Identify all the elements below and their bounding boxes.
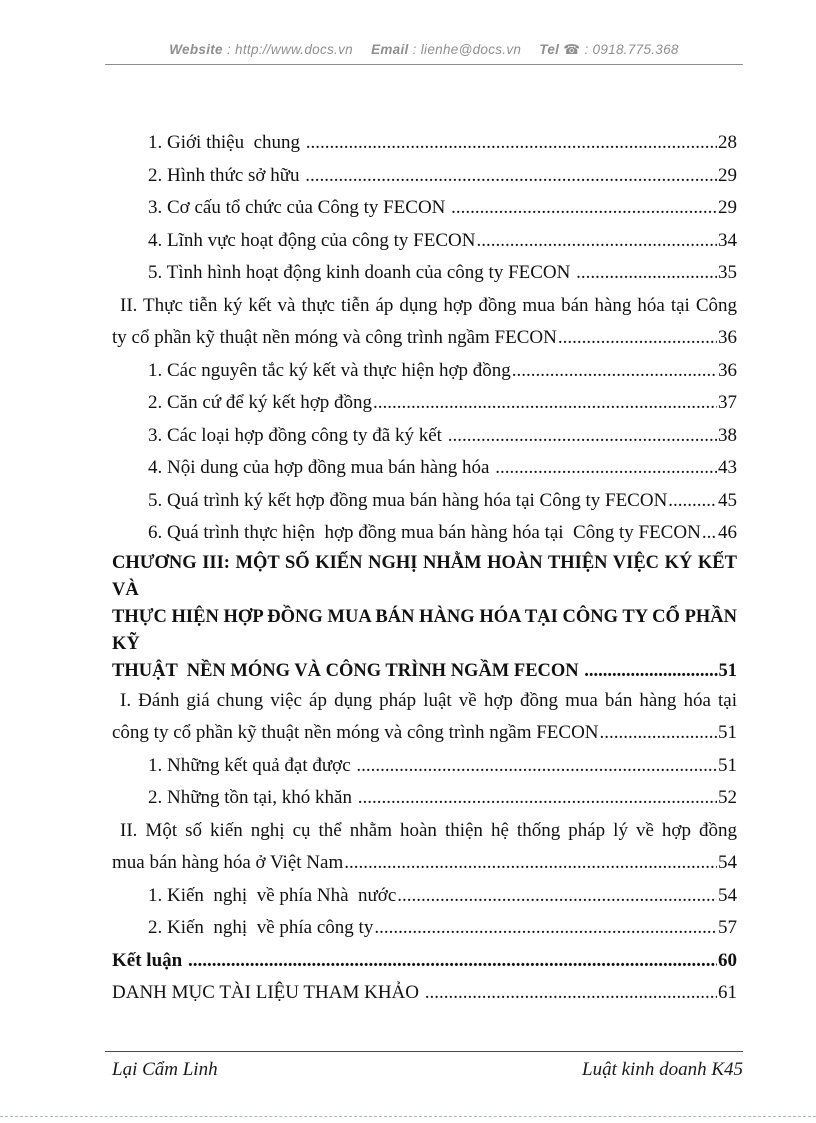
toc-entry-text: 3. Cơ cấu tổ chức của Công ty FECON	[148, 197, 451, 218]
toc-line	[112, 912, 737, 945]
page-number: 51	[718, 722, 737, 743]
toc-entry	[112, 945, 737, 978]
toc-entry-text: 2. Hình thức sở hữu	[148, 164, 305, 186]
toc-line	[112, 387, 737, 420]
header-tel	[539, 42, 678, 57]
page-number: 36	[718, 359, 737, 381]
website-label: Website	[169, 42, 223, 57]
toc-entry-text: 2. Căn cứ để ký kết hợp đồng	[148, 392, 373, 413]
toc-entry	[112, 815, 737, 880]
dot-leader	[397, 880, 717, 913]
toc-line	[112, 160, 737, 193]
toc-line	[112, 127, 737, 160]
toc-entry-text: 4. Nội dung của hợp đồng mua bán hàng hóa	[148, 457, 495, 478]
page-number: 51	[718, 754, 737, 776]
page-number: 37	[718, 392, 737, 413]
page-number: 29	[718, 164, 737, 186]
dot-leader	[668, 485, 717, 518]
website-value: : http://www.docs.vn	[226, 42, 353, 57]
page-number: 54	[718, 852, 737, 873]
toc-entry	[112, 192, 737, 225]
toc-entry	[112, 977, 737, 1010]
toc-entry-text: 1. Những kết quả đạt được	[148, 754, 356, 776]
page-footer	[105, 1051, 743, 1081]
tel-label: Tel	[539, 42, 560, 57]
page-number: 61	[718, 982, 737, 1003]
toc-entry-text: 3. Các loại hợp đồng công ty đã ký kết	[148, 424, 447, 446]
dot-leader	[358, 782, 717, 815]
toc-entry	[112, 452, 737, 485]
dot-leader	[356, 750, 717, 783]
toc-entry	[112, 782, 737, 815]
toc-entry	[112, 355, 737, 388]
footer-class: Luật kinh doanh K45	[582, 1059, 743, 1080]
dot-leader	[512, 355, 717, 388]
dot-leader	[374, 912, 717, 945]
page-number: 38	[718, 424, 737, 446]
toc-entry	[112, 880, 737, 913]
toc-entry-text: 6. Quá trình thực hiện hợp đồng mua bán hàng hóa tại Công ty FECON	[148, 522, 701, 543]
toc-entry-text: ty cổ phần kỹ thuật nền móng và công trình ngầm FECON	[112, 327, 557, 348]
page-number: 52	[718, 787, 737, 808]
toc-entry-text: 1. Kiến nghị về phía Nhà nước	[148, 884, 397, 906]
toc-entry-text: 5. Tình hình hoạt động kinh doanh của công ty FECON	[148, 262, 576, 283]
toc-entry-text: 2. Những tồn tại, khó khăn	[148, 787, 357, 808]
toc-line: THỰC HIỆN HỢP ĐỒNG MUA BÁN HÀNG HÓA TẠI CÔNG TY CỔ PHẦN KỸ	[112, 606, 737, 654]
toc-line	[112, 485, 737, 518]
toc-line	[112, 658, 737, 685]
page-number: 43	[718, 457, 737, 478]
toc-entry-text: THUẬT NỀN MÓNG VÀ CÔNG TRÌNH NGẦM FECON	[112, 660, 584, 681]
toc-entry	[112, 257, 737, 290]
page-number: 35	[718, 262, 737, 283]
toc-line	[112, 750, 737, 783]
email-label: Email	[371, 42, 409, 57]
dot-leader	[476, 225, 717, 258]
toc-line	[112, 225, 737, 258]
tel-value: : 0918.775.368	[584, 42, 679, 57]
toc-line	[112, 945, 737, 978]
toc-entry	[112, 420, 737, 453]
page-number: 51	[718, 660, 737, 681]
page-number: 28	[718, 132, 737, 153]
dot-leader	[306, 127, 717, 160]
toc-line	[112, 517, 737, 550]
toc-entry-text: 4. Lĩnh vực hoạt động của công ty FECON	[148, 229, 476, 251]
toc-line	[112, 847, 737, 880]
dot-leader	[425, 977, 717, 1010]
table-of-contents	[112, 127, 737, 1010]
page-number: 46	[718, 522, 737, 543]
page-number: 57	[718, 917, 737, 938]
dot-leader	[305, 160, 717, 193]
toc-entry-text: công ty cổ phần kỹ thuật nền móng và công trình ngầm FECON	[112, 722, 599, 743]
toc-entry	[112, 912, 737, 945]
phone-icon: ☎	[563, 42, 581, 57]
toc-line	[112, 977, 737, 1010]
dot-leader	[373, 387, 717, 420]
toc-line	[112, 257, 737, 290]
dot-leader	[344, 847, 717, 880]
dot-leader	[448, 420, 717, 453]
page-break-dotted-line	[0, 1116, 816, 1117]
page-number: 36	[718, 327, 737, 348]
header-email	[371, 42, 521, 57]
dot-leader	[702, 517, 717, 550]
toc-line	[112, 355, 737, 388]
toc-line	[112, 782, 737, 815]
toc-line: I. Đánh giá chung việc áp dụng pháp luật về hợp đồng mua bán hàng hóa tại	[120, 689, 737, 711]
page-number: 34	[718, 229, 737, 251]
page-number: 60	[718, 949, 737, 971]
page-number: 29	[718, 197, 737, 218]
dot-leader	[451, 192, 717, 225]
dot-leader	[495, 452, 717, 485]
toc-entry	[112, 387, 737, 420]
toc-entry	[112, 517, 737, 550]
toc-line	[112, 880, 737, 913]
toc-entry-text: Kết luận	[112, 949, 187, 971]
toc-line: CHƯƠNG III: MỘT SỐ KIẾN NGHỊ NHẰM HOÀN THIỆN VIỆC KÝ KẾT VÀ	[112, 552, 737, 600]
toc-entry	[112, 485, 737, 518]
toc-line: II. Một số kiến nghị cụ thể nhằm hoàn thiện hệ thống pháp lý về hợp đồng	[120, 819, 737, 841]
header-website	[169, 42, 353, 57]
email-value: : lienhe@docs.vn	[412, 42, 522, 57]
page-header	[105, 42, 743, 65]
footer-author: Lại Cẩm Linh	[112, 1059, 218, 1080]
dot-leader	[584, 658, 717, 685]
toc-entry-text: 2. Kiến nghị về phía công ty	[148, 917, 374, 938]
dot-leader	[576, 257, 717, 290]
toc-entry	[112, 127, 737, 160]
dot-leader	[188, 945, 717, 978]
toc-entry	[112, 685, 737, 750]
dot-leader	[558, 322, 717, 355]
toc-entry	[112, 550, 737, 685]
toc-entry-text: 1. Các nguyên tắc ký kết và thực hiện hợp đồng	[148, 359, 511, 381]
dot-leader	[600, 717, 717, 750]
toc-line: II. Thực tiễn ký kết và thực tiễn áp dụng hợp đồng mua bán hàng hóa tại Công	[120, 294, 737, 316]
toc-entry	[112, 225, 737, 258]
toc-entry-text: mua bán hàng hóa ở Việt Nam	[112, 852, 344, 873]
toc-line	[112, 420, 737, 453]
toc-entry	[112, 160, 737, 193]
toc-entry-text: DANH MỤC TÀI LIỆU THAM KHẢO	[112, 982, 424, 1003]
page-number: 45	[718, 489, 737, 511]
toc-entry	[112, 290, 737, 355]
page-number: 54	[718, 884, 737, 906]
toc-entry-text: 1. Giới thiệu chung	[148, 132, 305, 153]
toc-entry-text: 5. Quá trình ký kết hợp đồng mua bán hàng hóa tại Công ty FECON	[148, 489, 668, 511]
toc-entry	[112, 750, 737, 783]
toc-line	[112, 717, 737, 750]
toc-line	[112, 452, 737, 485]
toc-line	[112, 322, 737, 355]
toc-line	[112, 192, 737, 225]
